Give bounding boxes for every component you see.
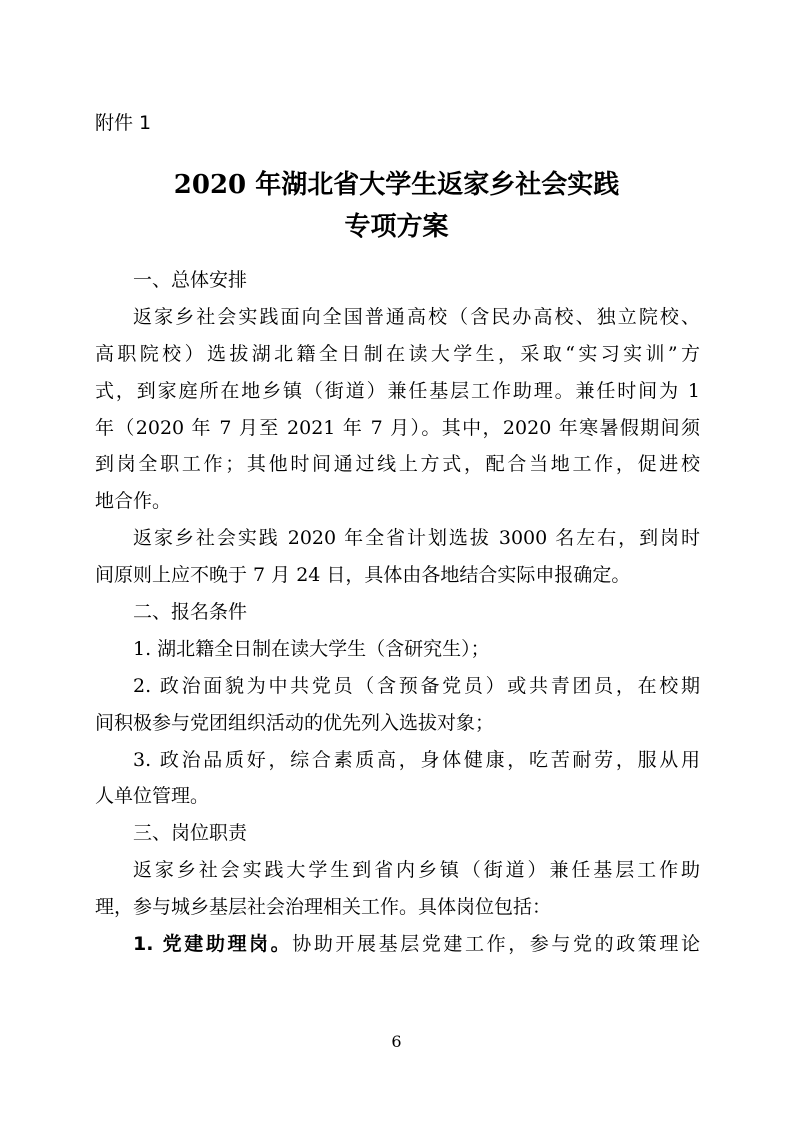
- paragraph-line: 到岗全职工作；其他时间通过线上方式，配合当地工作，促进校: [95, 453, 700, 476]
- attachment-label: 附件 1: [95, 112, 152, 134]
- document-title-line-1: 2020 年湖北省大学生返家乡社会实践: [173, 170, 620, 200]
- list-item-continuation: 人单位管理。: [95, 785, 210, 808]
- list-item: 3. 政治品质好，综合素质高，身体健康，吃苦耐劳，服从用: [133, 748, 700, 771]
- paragraph-line: 高职院校）选拔湖北籍全日制在读大学生，采取“实习实训”方: [95, 342, 700, 365]
- paragraph-line: 返家乡社会实践 2020 年全省计划选拔 3000 名左右，到岗时: [133, 527, 700, 550]
- section-heading: 三、岗位职责: [133, 822, 248, 845]
- list-item-continuation: 间积极参与党团组织活动的优先列入选拔对象；: [95, 711, 495, 734]
- paragraph-line: 地合作。: [95, 490, 172, 513]
- paragraph-line: 年（2020 年 7 月至 2021 年 7 月）。其中，2020 年寒暑假期间须: [95, 416, 700, 439]
- document-body: [95, 262, 700, 963]
- list-item-lead: 1. 党建助理岗。: [133, 933, 293, 956]
- list-item: 2. 政治面貌为中共党员（含预备党员）或共青团员，在校期: [133, 674, 700, 697]
- list-item: [95, 926, 700, 963]
- document-title-line-2: 专项方案: [344, 212, 449, 242]
- paragraph-line: 式，到家庭所在地乡镇（街道）兼任基层工作助理。兼任时间为 1: [95, 379, 700, 402]
- paragraph-line: 理，参与城乡基层社会治理相关工作。具体岗位包括：: [95, 896, 552, 919]
- paragraph-line: 间原则上应不晚于 7 月 24 日，具体由各地结合实际申报确定。: [95, 564, 631, 587]
- list-item: 1. 湖北籍全日制在读大学生（含研究生）；: [133, 637, 490, 660]
- section-heading: 一、总体安排: [133, 269, 248, 291]
- paragraph-line: 返家乡社会实践大学生到省内乡镇（街道）兼任基层工作助: [133, 859, 700, 882]
- section-heading: 二、报名条件: [133, 601, 248, 624]
- list-item-text: 协助开展基层党建工作，参与党的政策理论: [292, 933, 700, 956]
- page-number: 6: [391, 1032, 402, 1051]
- paragraph-line: 返家乡社会实践面向全国普通高校（含民办高校、独立院校、: [133, 305, 700, 328]
